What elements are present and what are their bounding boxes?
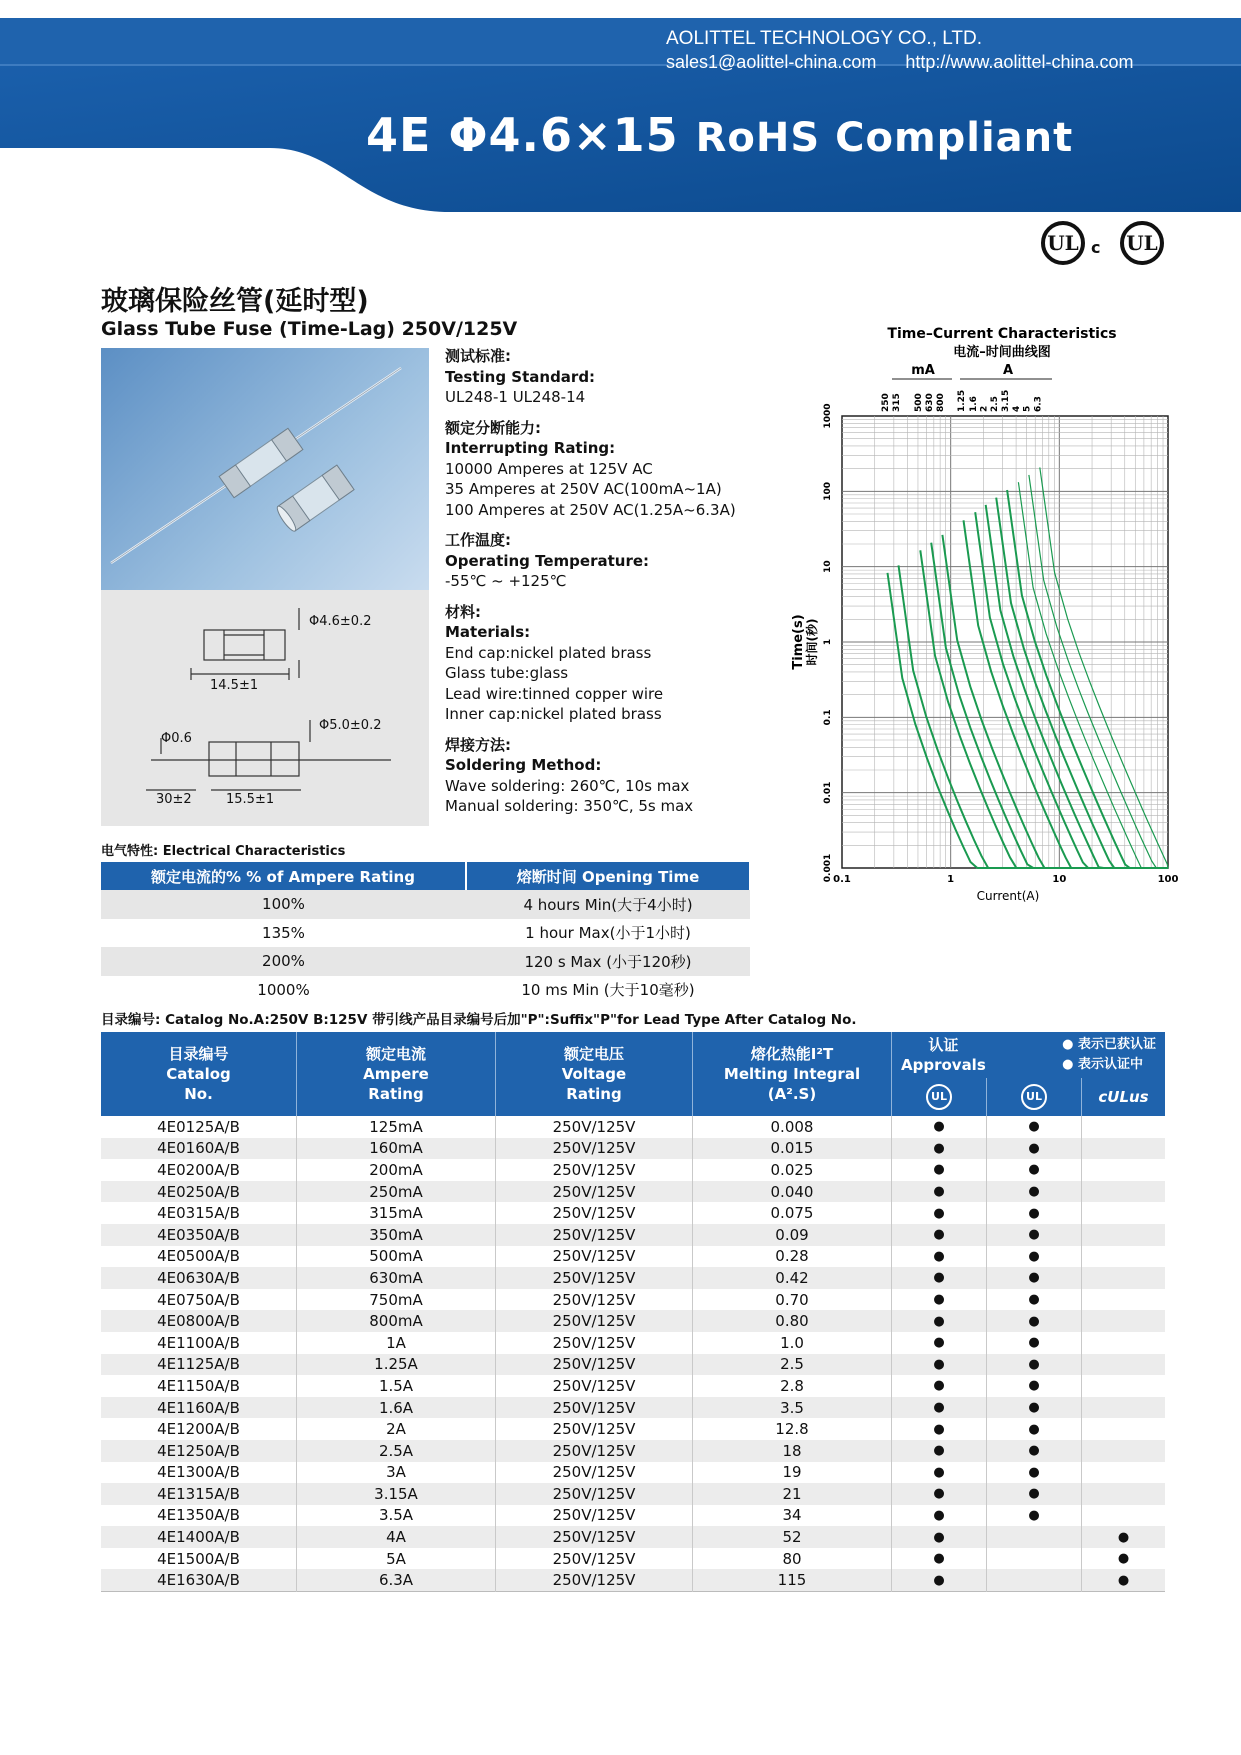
approval-culus-cell bbox=[1082, 1354, 1166, 1376]
approval-culus-cell: ● bbox=[1082, 1569, 1166, 1591]
approval-culus-cell bbox=[1082, 1440, 1166, 1462]
time-current-chart bbox=[780, 326, 1180, 976]
ec-row bbox=[101, 976, 750, 1005]
ec-row bbox=[101, 919, 750, 948]
ec-header-time: 熔断时间 Opening Time bbox=[466, 862, 750, 890]
ec-time-cell: 10 ms Min (大于10毫秒) bbox=[521, 981, 695, 1000]
ampere-cell: 800mA bbox=[297, 1310, 496, 1332]
voltage-cell: 250V/125V bbox=[496, 1138, 693, 1160]
melting-cell: 0.075 bbox=[693, 1202, 892, 1224]
melting-cell: 0.28 bbox=[693, 1246, 892, 1268]
title-model: 4E Φ4.6×15 bbox=[366, 108, 679, 162]
chart-title-cn: 电流–时间曲线图 bbox=[953, 345, 1051, 360]
x-tick-label: 10 bbox=[1052, 874, 1067, 885]
approval-ul-cell: ● bbox=[892, 1440, 987, 1462]
voltage-cell: 250V/125V bbox=[496, 1332, 693, 1354]
catalog-no-cell: 4E0250A/B bbox=[101, 1181, 297, 1203]
rating-label: 5 bbox=[1022, 405, 1033, 412]
spec-testing: 测试标准: Testing Standard: UL248-1 UL248-14 bbox=[445, 347, 596, 406]
melting-cell: 34 bbox=[693, 1505, 892, 1527]
dim-dia2: Φ5.0±0.2 bbox=[319, 718, 382, 733]
electrical-title: 电气特性: Electrical Characteristics bbox=[101, 844, 346, 859]
ampere-cell: 125mA bbox=[297, 1116, 496, 1138]
x-tick-label: 0.1 bbox=[833, 874, 851, 885]
approval-ul-cell: ● bbox=[892, 1569, 987, 1591]
approval-ur-cell: ● bbox=[987, 1462, 1082, 1484]
x-tick-label: 1 bbox=[947, 874, 955, 885]
catalog-row bbox=[101, 1569, 1165, 1591]
approval-ur-cell: ● bbox=[987, 1397, 1082, 1419]
col-voltage-header: 额定电压 Voltage Rating bbox=[496, 1032, 693, 1116]
rating-label: 2 bbox=[979, 405, 990, 412]
contact-row bbox=[666, 52, 1157, 73]
melting-cell: 1.0 bbox=[693, 1332, 892, 1354]
rating-label: 800 bbox=[936, 393, 947, 412]
approval-ur-cell: ● bbox=[987, 1202, 1082, 1224]
voltage-cell: 250V/125V bbox=[496, 1505, 693, 1527]
approval-culus-cell bbox=[1082, 1397, 1166, 1419]
ampere-cell: 2.5A bbox=[297, 1440, 496, 1462]
catalog-table bbox=[101, 1032, 1165, 1592]
approval-ur-cell: ● bbox=[987, 1159, 1082, 1181]
col-approvals-header: 认证 Approvals ● 表示已获认证 ● 表示认证中 bbox=[892, 1032, 1166, 1078]
approval-ur-cell: ● bbox=[987, 1354, 1082, 1376]
catalog-no-cell: 4E0125A/B bbox=[157, 1117, 240, 1136]
y-tick-label: 0.001 bbox=[823, 853, 833, 883]
y-tick-label: 10 bbox=[823, 560, 833, 573]
ampere-cell: 3.15A bbox=[297, 1483, 496, 1505]
approval-ul-cell: ● bbox=[892, 1332, 987, 1354]
approval-culus-cell: ● bbox=[1082, 1526, 1166, 1548]
approval-culus-cell bbox=[1082, 1246, 1166, 1268]
rating-label: 315 bbox=[892, 393, 903, 412]
approval-ul-cell: ● bbox=[892, 1418, 987, 1440]
voltage-cell: 250V/125V bbox=[496, 1375, 693, 1397]
voltage-cell: 250V/125V bbox=[496, 1224, 693, 1246]
melting-cell: 2.5 bbox=[693, 1354, 892, 1376]
approval-ul-cell: ● bbox=[892, 1483, 987, 1505]
voltage-cell: 250V/125V bbox=[496, 1354, 693, 1376]
melting-cell: 0.80 bbox=[693, 1310, 892, 1332]
melting-cell: 0.70 bbox=[693, 1289, 892, 1311]
ec-time-cell: 120 s Max (小于120秒) bbox=[466, 947, 750, 976]
catalog-row bbox=[101, 1354, 1165, 1376]
approval-ul-cell: ● bbox=[892, 1462, 987, 1484]
melting-cell: 0.09 bbox=[693, 1224, 892, 1246]
ampere-cell: 1.25A bbox=[297, 1354, 496, 1376]
ec-rating-cell: 1000% bbox=[257, 980, 310, 999]
voltage-cell: 250V/125V bbox=[496, 1159, 693, 1181]
voltage-cell: 250V/125V bbox=[496, 1483, 693, 1505]
approval-ur-cell: ● bbox=[987, 1375, 1082, 1397]
approval-ul-icon: UL bbox=[892, 1078, 987, 1116]
voltage-cell: 250V/125V bbox=[496, 1440, 693, 1462]
ec-time-cell: 1 hour Max(小于1小时) bbox=[525, 924, 691, 943]
dim-dia1: Φ4.6±0.2 bbox=[309, 614, 372, 629]
catalog-row bbox=[101, 1246, 1165, 1268]
col-melting-header: 熔化热能I²T Melting Integral (A².S) bbox=[693, 1032, 892, 1116]
approval-culus-cell bbox=[1082, 1332, 1166, 1354]
approval-ur-cell bbox=[987, 1569, 1082, 1591]
catalog-row bbox=[101, 1440, 1165, 1462]
approval-ur-cell: ● bbox=[987, 1418, 1082, 1440]
catalog-no-cell: 4E0800A/B bbox=[101, 1310, 297, 1332]
rating-label: 1.25 bbox=[957, 389, 968, 412]
voltage-cell: 250V/125V bbox=[496, 1418, 693, 1440]
ampere-cell: 1.6A bbox=[297, 1397, 496, 1419]
voltage-cell: 250V/125V bbox=[496, 1289, 693, 1311]
catalog-row bbox=[101, 1548, 1165, 1570]
x-tick-label: 100 bbox=[1157, 874, 1179, 885]
rating-label: 4 bbox=[1012, 405, 1023, 412]
approval-ur-icon: UL bbox=[987, 1078, 1082, 1116]
melting-cell: 12.8 bbox=[693, 1418, 892, 1440]
approval-ul-cell: ● bbox=[892, 1224, 987, 1246]
ec-time-cell: 4 hours Min(大于4小时) bbox=[466, 890, 750, 919]
melting-cell: 0.42 bbox=[693, 1267, 892, 1289]
catalog-no-cell: 4E0200A/B bbox=[157, 1160, 240, 1179]
approval-culus-cell bbox=[1082, 1375, 1166, 1397]
dim-lead-dia: Φ0.6 bbox=[161, 731, 192, 746]
ampere-cell: 1.5A bbox=[297, 1375, 496, 1397]
approval-ur-cell: ● bbox=[987, 1310, 1082, 1332]
approval-culus-cell bbox=[1082, 1483, 1166, 1505]
approval-ur-cell: ● bbox=[987, 1267, 1082, 1289]
rating-label: 1.6 bbox=[968, 396, 979, 412]
ampere-cell: 200mA bbox=[297, 1159, 496, 1181]
ampere-cell: 250mA bbox=[297, 1181, 496, 1203]
catalog-no-cell: 4E0630A/B bbox=[101, 1267, 297, 1289]
email-link[interactable]: sales1@aolittel-china.com bbox=[666, 52, 877, 72]
ampere-cell: 3A bbox=[297, 1462, 496, 1484]
catalog-no-cell: 4E1125A/B bbox=[101, 1354, 297, 1376]
melting-cell: 18 bbox=[693, 1440, 892, 1462]
voltage-cell: 250V/125V bbox=[496, 1526, 693, 1548]
catalog-no-cell: 4E1350A/B bbox=[157, 1506, 240, 1525]
melting-cell: 0.040 bbox=[693, 1181, 892, 1203]
catalog-row bbox=[101, 1332, 1165, 1354]
catalog-row bbox=[101, 1159, 1165, 1181]
c-ul-prefix: c bbox=[1091, 238, 1101, 257]
catalog-row bbox=[101, 1267, 1165, 1289]
approval-ul-cell: ● bbox=[892, 1267, 987, 1289]
ampere-cell: 630mA bbox=[297, 1267, 496, 1289]
approval-ul-cell: ● bbox=[892, 1246, 987, 1268]
product-title-en: Glass Tube Fuse (Time-Lag) 250V/125V bbox=[101, 318, 518, 340]
melting-cell: 52 bbox=[693, 1526, 892, 1548]
melting-cell: 80 bbox=[693, 1548, 892, 1570]
rating-label: 500 bbox=[913, 393, 924, 412]
ec-row bbox=[101, 947, 750, 976]
ul-logo: UL bbox=[1041, 221, 1085, 265]
approval-culus-cell bbox=[1082, 1289, 1166, 1311]
approval-ul-cell: ● bbox=[892, 1375, 987, 1397]
catalog-row bbox=[101, 1138, 1165, 1160]
spec-interrupting: 额定分断能力: Interrupting Rating: 10000 Amperes at 125V AC 35 Amperes at 250V AC(100mA~1A) 100 Amperes at 250V AC(1.25A~6.3A) bbox=[445, 418, 736, 519]
approval-ur-cell: ● bbox=[987, 1440, 1082, 1462]
catalog-no-cell: 4E1315A/B bbox=[101, 1483, 297, 1505]
y-tick-label: 0.1 bbox=[823, 709, 833, 726]
approval-ul-cell: ● bbox=[892, 1548, 987, 1570]
voltage-cell: 250V/125V bbox=[496, 1569, 693, 1591]
page-title bbox=[366, 108, 1073, 162]
approval-ur-cell: ● bbox=[987, 1116, 1082, 1138]
melting-cell: 19 bbox=[693, 1462, 892, 1484]
approval-ul-cell: ● bbox=[892, 1505, 987, 1527]
catalog-row bbox=[101, 1289, 1165, 1311]
catalog-no-cell: 4E1300A/B bbox=[157, 1463, 240, 1482]
melting-cell: 3.5 bbox=[693, 1397, 892, 1419]
ampere-cell: 315mA bbox=[297, 1202, 496, 1224]
dim-len2: 15.5±1 bbox=[226, 792, 275, 807]
voltage-cell: 250V/125V bbox=[496, 1202, 693, 1224]
ec-rating-cell: 135% bbox=[262, 923, 305, 942]
ampere-cell: 3.5A bbox=[297, 1505, 496, 1527]
melting-cell: 21 bbox=[693, 1483, 892, 1505]
catalog-row bbox=[101, 1526, 1165, 1548]
spec-soldering: 焊接方法: Soldering Method: Wave soldering: 260℃, 10s max Manual soldering: 350℃, 5s max bbox=[445, 735, 694, 815]
voltage-cell: 250V/125V bbox=[496, 1548, 693, 1570]
approval-ul-cell: ● bbox=[892, 1116, 987, 1138]
catalog-no-cell: 4E1100A/B bbox=[157, 1333, 240, 1352]
catalog-no-cell: 4E0500A/B bbox=[157, 1247, 240, 1266]
catalog-row bbox=[101, 1397, 1165, 1419]
approval-culus-cell bbox=[1082, 1418, 1166, 1440]
approval-ul-cell: ● bbox=[892, 1526, 987, 1548]
catalog-no-cell: 4E0750A/B bbox=[157, 1290, 240, 1309]
catalog-row bbox=[101, 1116, 1165, 1138]
voltage-cell: 250V/125V bbox=[496, 1246, 693, 1268]
dim-lead-len: 30±2 bbox=[156, 792, 192, 807]
approval-ur-cell bbox=[987, 1526, 1082, 1548]
catalog-no-cell: 4E1250A/B bbox=[101, 1440, 297, 1462]
catalog-no-cell: 4E1160A/B bbox=[101, 1397, 297, 1419]
ampere-cell: 500mA bbox=[297, 1246, 496, 1268]
group-label-ma: mA bbox=[911, 363, 935, 378]
x-axis-label: Current(A) bbox=[976, 889, 1040, 903]
c-ul-logo: UL bbox=[1120, 221, 1164, 265]
voltage-cell: 250V/125V bbox=[496, 1116, 693, 1138]
voltage-cell: 250V/125V bbox=[496, 1462, 693, 1484]
ec-rating-cell: 200% bbox=[101, 947, 466, 976]
ampere-cell: 160mA bbox=[297, 1138, 496, 1160]
product-photo bbox=[101, 348, 429, 590]
approval-culus-cell bbox=[1082, 1159, 1166, 1181]
spec-block bbox=[445, 346, 775, 817]
approval-ul-cell: ● bbox=[892, 1310, 987, 1332]
approval-ul-cell: ● bbox=[892, 1397, 987, 1419]
voltage-cell: 250V/125V bbox=[496, 1181, 693, 1203]
y-axis-label: Time(s) bbox=[791, 614, 806, 670]
catalog-no-cell: 4E1400A/B bbox=[101, 1526, 297, 1548]
approval-ur-cell: ● bbox=[987, 1289, 1082, 1311]
group-label-a: A bbox=[1002, 363, 1014, 378]
catalog-note: 目录编号: Catalog No.A:250V B:125V 带引线产品目录编号后加"P":Suffix"P"for Lead Type After Catalog No. bbox=[101, 1012, 857, 1028]
catalog-row bbox=[101, 1224, 1165, 1246]
title-suffix: RoHS Compliant bbox=[695, 115, 1074, 161]
voltage-cell: 250V/125V bbox=[496, 1267, 693, 1289]
company-name: AOLITTEL TECHNOLOGY CO., LTD. bbox=[666, 28, 983, 49]
catalog-row bbox=[101, 1375, 1165, 1397]
approval-ur-cell: ● bbox=[987, 1332, 1082, 1354]
y-tick-label: 100 bbox=[823, 481, 833, 501]
rating-label: 630 bbox=[924, 393, 935, 412]
approval-culus-cell bbox=[1082, 1310, 1166, 1332]
melting-cell: 0.015 bbox=[693, 1138, 892, 1160]
approval-culus-cell bbox=[1082, 1505, 1166, 1527]
catalog-no-cell: 4E0315A/B bbox=[157, 1204, 240, 1223]
rating-label: 250 bbox=[881, 393, 892, 412]
rating-label: 3.15 bbox=[1000, 389, 1011, 412]
catalog-no-cell: 4E1500A/B bbox=[157, 1549, 240, 1568]
y-tick-label: 1 bbox=[823, 638, 833, 646]
product-title-cn: 玻璃保险丝管(延时型) bbox=[101, 286, 369, 317]
chart-title: Time–Current Characteristics bbox=[887, 326, 1117, 342]
approval-culus-cell bbox=[1082, 1138, 1166, 1160]
ampere-cell: 6.3A bbox=[297, 1569, 496, 1591]
voltage-cell: 250V/125V bbox=[496, 1397, 693, 1419]
ampere-cell: 2A bbox=[297, 1418, 496, 1440]
ampere-cell: 4A bbox=[297, 1526, 496, 1548]
y-tick-label: 1000 bbox=[823, 403, 833, 429]
ec-row bbox=[101, 890, 750, 919]
approval-culus-cell bbox=[1082, 1202, 1166, 1224]
rating-label: 2.5 bbox=[989, 396, 1000, 412]
catalog-row bbox=[101, 1483, 1165, 1505]
catalog-no-cell: 4E0160A/B bbox=[101, 1138, 297, 1160]
catalog-row bbox=[101, 1202, 1165, 1224]
y-axis-label-cn: 时间(秒) bbox=[805, 618, 819, 666]
col-ampere-header: 额定电流 Ampere Rating bbox=[297, 1032, 496, 1116]
catalog-row bbox=[101, 1310, 1165, 1332]
melting-cell: 115 bbox=[693, 1569, 892, 1591]
y-tick-label: 0.01 bbox=[823, 781, 833, 804]
approval-ul-cell: ● bbox=[892, 1181, 987, 1203]
catalog-row bbox=[101, 1505, 1165, 1527]
approval-culus-cell bbox=[1082, 1181, 1166, 1203]
ampere-cell: 750mA bbox=[297, 1289, 496, 1311]
approval-ul-cell: ● bbox=[892, 1289, 987, 1311]
catalog-row bbox=[101, 1462, 1165, 1484]
catalog-no-cell: 4E1150A/B bbox=[157, 1376, 240, 1395]
catalog-row bbox=[101, 1418, 1165, 1440]
ec-rating-cell: 100% bbox=[101, 890, 466, 919]
dimension-drawing bbox=[101, 590, 429, 826]
voltage-cell: 250V/125V bbox=[496, 1310, 693, 1332]
approval-ur-cell: ● bbox=[987, 1505, 1082, 1527]
ampere-cell: 5A bbox=[297, 1548, 496, 1570]
approval-ur-cell: ● bbox=[987, 1224, 1082, 1246]
approval-ur-cell: ● bbox=[987, 1181, 1082, 1203]
ampere-cell: 1A bbox=[297, 1332, 496, 1354]
melting-cell: 0.008 bbox=[693, 1116, 892, 1138]
spec-materials: 材料: Materials: End cap:nickel plated brass Glass tube:glass Lead wire:tinned copper wire Inner cap:nickel plated brass bbox=[445, 602, 664, 723]
dim-len1: 14.5±1 bbox=[210, 678, 259, 693]
catalog-no-cell: 4E0350A/B bbox=[101, 1224, 297, 1246]
approval-culus-cell bbox=[1082, 1267, 1166, 1289]
approval-ur-cell: ● bbox=[987, 1483, 1082, 1505]
ec-header-rating: 额定电流的% % of Ampere Rating bbox=[101, 862, 466, 890]
ampere-cell: 350mA bbox=[297, 1224, 496, 1246]
approval-ur-cell: ● bbox=[987, 1138, 1082, 1160]
approval-culus-cell: ● bbox=[1082, 1548, 1166, 1570]
approval-culus-cell bbox=[1082, 1462, 1166, 1484]
rating-label: 6.3 bbox=[1033, 396, 1044, 412]
melting-cell: 2.8 bbox=[693, 1375, 892, 1397]
website-link[interactable]: http://www.aolittel-china.com bbox=[905, 52, 1134, 72]
approval-ur-cell bbox=[987, 1548, 1082, 1570]
approval-ul-cell: ● bbox=[892, 1354, 987, 1376]
approval-culus-cell bbox=[1082, 1224, 1166, 1246]
approval-culus-cell bbox=[1082, 1116, 1166, 1138]
col-catalog-header: 目录编号 Catalog No. bbox=[101, 1032, 297, 1116]
approval-ur-cell: ● bbox=[987, 1246, 1082, 1268]
approval-ul-cell: ● bbox=[892, 1159, 987, 1181]
spec-temperature: 工作温度: Operating Temperature: -55℃ ~ +125℃ bbox=[445, 531, 650, 590]
catalog-no-cell: 4E1630A/B bbox=[101, 1569, 297, 1591]
approval-ul-cell: ● bbox=[892, 1202, 987, 1224]
melting-cell: 0.025 bbox=[693, 1159, 892, 1181]
catalog-no-cell: 4E1200A/B bbox=[157, 1420, 240, 1439]
approval-culus-icon: cULus bbox=[1082, 1078, 1166, 1116]
catalog-row bbox=[101, 1181, 1165, 1203]
approval-ul-cell: ● bbox=[892, 1138, 987, 1160]
electrical-table bbox=[101, 862, 751, 1004]
